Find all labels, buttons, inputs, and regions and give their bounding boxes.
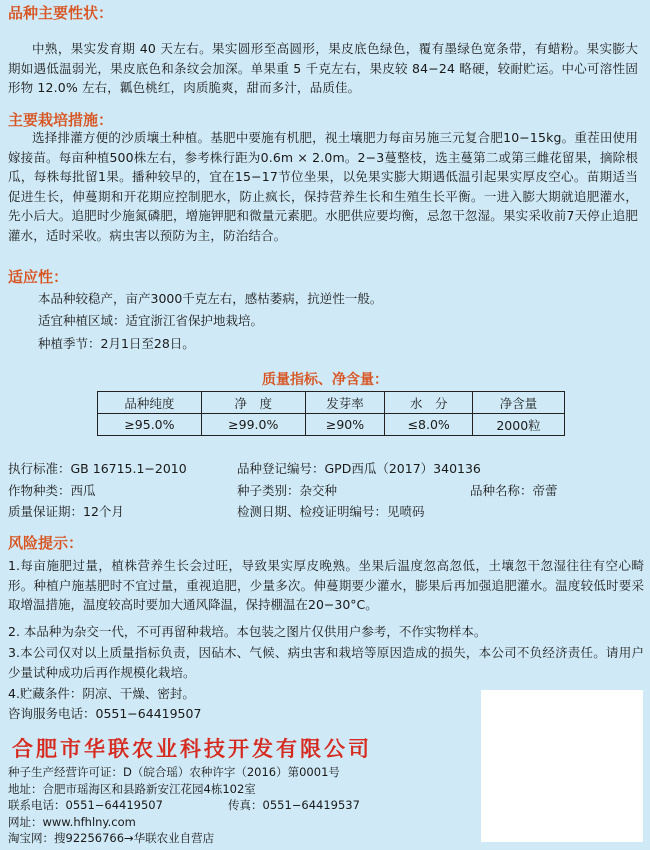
quality-value-moisture: ≤8.0% — [385, 414, 473, 436]
blank-label-area — [481, 690, 643, 842]
risk-section-title: 风险提示： — [8, 534, 84, 552]
info-warranty: 质量保证期：12个月 — [8, 504, 124, 519]
quality-table-title: 质量指标、净含量： — [262, 372, 388, 388]
quality-header-cleanliness: 净 度 — [201, 392, 305, 414]
variety-section-title: 品种主要性状： — [8, 4, 114, 22]
adaptability-yield: 本品种较稳产，亩产3000千克左右，感枯萎病，抗逆性一般。 — [38, 291, 383, 306]
company-address: 地址：合肥市瑶海区和县路新安江花园4栋102室 — [8, 782, 256, 796]
risk-item-1: 1.每亩施肥过量，植株营养生长会过旺，导致果实厚皮晚熟。坐果后温度忽高忽低，土壤忽干忽湿往往有空心畸形。种植户施基肥时不宜过量，重视追肥，少量多次。伸蔓期要少灌水，膨果后再加强追肥灌水。温度较低时要采取增温措施，温度较高时要加大通风降温，保持棚温在20−30°C。 — [8, 558, 644, 613]
info-registration: 品种登记编号：GPD西瓜（2017）340136 — [237, 461, 481, 476]
risk-item-4: 4.贮藏条件：阴凉、干燥、密封。 — [8, 686, 195, 701]
quality-header-moisture: 水 分 — [385, 392, 473, 414]
company-website[interactable]: 网址：www.hfhlny.com — [8, 815, 136, 829]
cultivation-description: 选择排灌方便的沙质壤土种植。基肥中要施有机肥，视土壤肥力每亩另施三元复合肥10−15kg。重茬田使用嫁接苗。每亩种植500株左右，参考株行距为0.6m × 2.0m。2−3蔓整枝，选主蔓第二或第三雌花留果，摘除根瓜，每株每批留1果。播种较早的，宜在15−17节位坐果，以免果实膨大期遇低温引起果实厚皮空心。苗期适当促进生长，伸蔓期和开花期应控制肥水，防止疯长，保持营养生长和生殖生长平衡。一进入膨大期就追肥灌水，先小后大。追肥时少施氮磷肥，增施钾肥和微量元素肥。水肥供应要均衡，忌忽干忽湿。果实采收前7天停止追肥灌水，适时采收。病虫害以预防为主，防治结合。 — [8, 130, 638, 243]
info-variety-name: 品种名称：帝蕾 — [470, 483, 558, 498]
risk-item-3: 3.本公司仅对以上质量指标负责，因砧木、气候、病虫害和栽培等原因造成的损失，本公司不负经济责任。请用户少量试种成功后再作规模化栽培。 — [8, 645, 644, 680]
quality-header-net-content: 净含量 — [473, 392, 565, 414]
quality-value-purity: ≥95.0% — [98, 414, 202, 436]
adaptability-season: 种植季节：2月1日至28日。 — [38, 336, 195, 351]
quality-header-row — [98, 392, 565, 414]
cultivation-section-title: 主要栽培措施： — [8, 111, 114, 129]
service-hotline: 咨询服务电话：0551−64419507 — [8, 706, 202, 721]
adaptability-region: 适宜种植区域：适宜浙江省保护地栽培。 — [38, 313, 264, 328]
variety-description: 中熟，果实发育期 40 天左右。果实圆形至高圆形，果皮底色绿色，覆有墨绿色宽条带，有蜡粉。果实膨大期如遇低温弱光，果皮底色和条纹会加深。单果重 5 千克左右，果皮较 84−24 略硬，较耐贮运。中心可溶性固形物 12.0% 左右，瓤色桃红，肉质脆爽，甜而多汁，品质佳。 — [8, 41, 638, 95]
quality-value-net-content: 2000粒 — [473, 414, 565, 436]
quality-value-row — [98, 414, 565, 436]
production-license: 种子生产经营许可证：D（皖合瑶）农种许字（2016）第0001号 — [8, 765, 340, 779]
info-seed-type: 种子类别：杂交种 — [237, 483, 338, 498]
info-crop: 作物种类：西瓜 — [8, 483, 96, 498]
quality-value-germination: ≥90% — [305, 414, 385, 436]
quality-value-cleanliness: ≥99.0% — [201, 414, 305, 436]
company-fax: 传真：0551−64419537 — [228, 798, 360, 812]
risk-item-2: 2. 本品种为杂交一代，不可再留种栽培。本包装之图片仅供用户参考，不作实物样本。 — [8, 624, 487, 639]
quality-table — [97, 391, 565, 436]
info-standard: 执行标准：GB 16715.1−2010 — [8, 461, 187, 476]
info-test-date: 检测日期、检疫证明编号：见喷码 — [237, 504, 425, 519]
quality-header-germination: 发芽率 — [305, 392, 385, 414]
quality-header-purity: 品种纯度 — [98, 392, 202, 414]
company-name: 合肥市华联农业科技开发有限公司 — [12, 737, 372, 761]
company-taobao[interactable]: 淘宝网：搜92256766→华联农业自营店 — [8, 831, 215, 845]
company-phone: 联系电话：0551−64419507 — [8, 798, 163, 812]
adaptability-section-title: 适应性： — [8, 268, 69, 286]
